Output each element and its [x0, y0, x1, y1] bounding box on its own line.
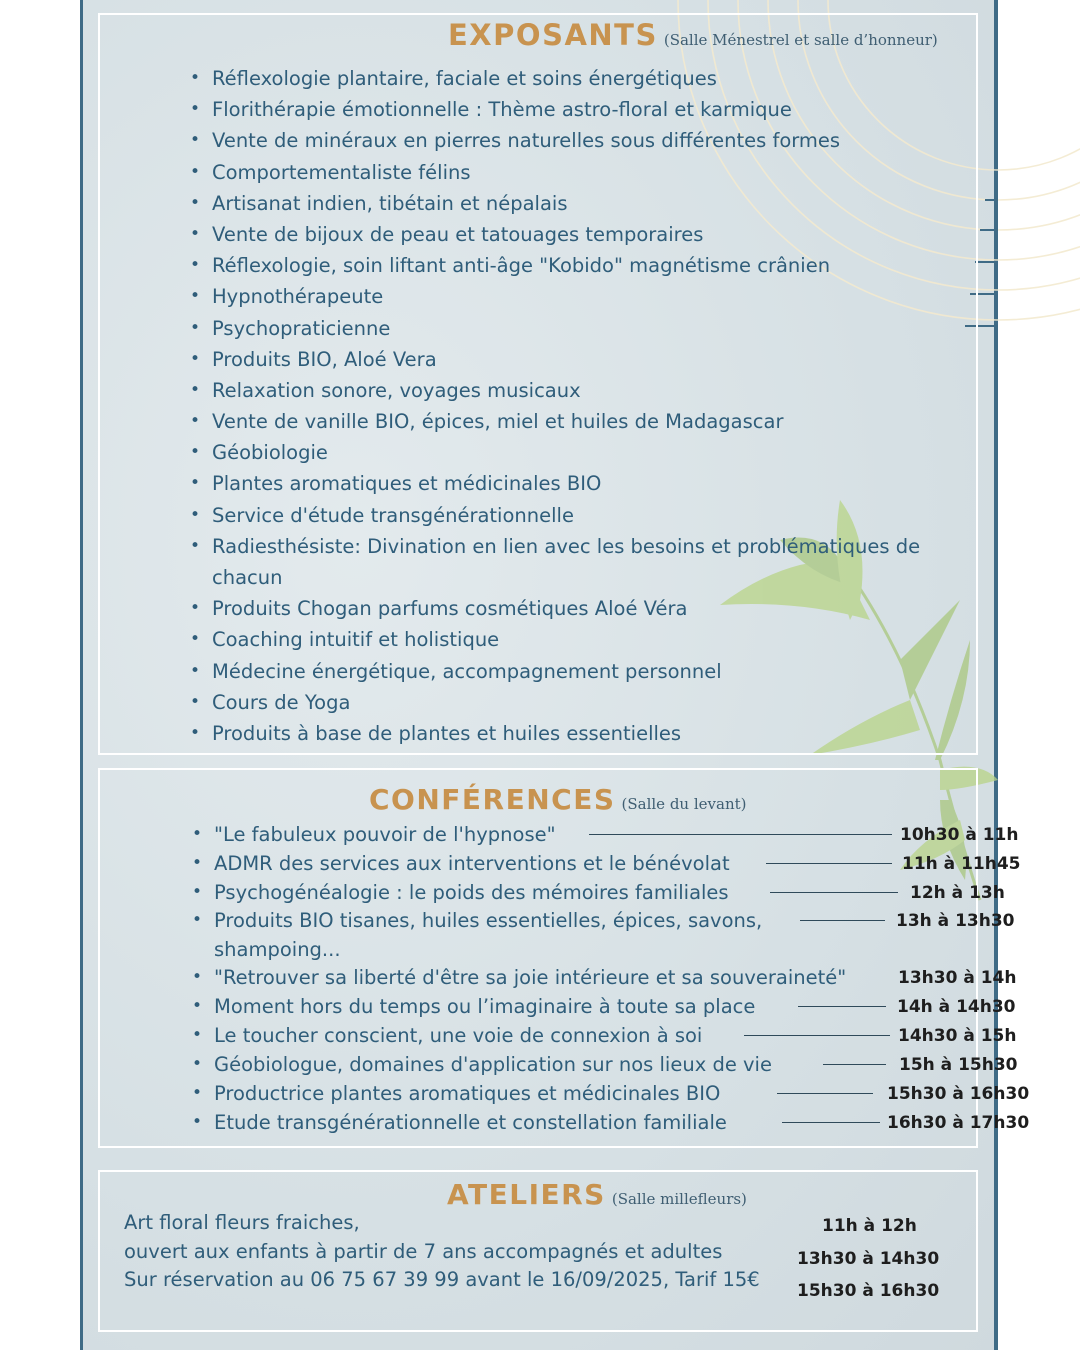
list-item: • Hypnothérapeute	[190, 281, 972, 312]
conference-time: 10h30 à 11h	[900, 825, 1019, 845]
conference-time: 14h à 14h30	[897, 997, 1016, 1017]
bullet: •	[192, 853, 203, 873]
conference-row	[192, 849, 1022, 878]
bullet: •	[192, 967, 203, 987]
atelier-time: 15h30 à 16h30	[797, 1281, 940, 1301]
program-card	[80, 0, 1030, 1350]
bullet: •	[192, 910, 203, 930]
leader-line	[766, 863, 892, 864]
list-item: • Cours de Yoga	[190, 687, 972, 718]
list-item: • Comportementaliste félins	[190, 157, 972, 188]
bullet: •	[192, 996, 203, 1016]
atelier-line: ouvert aux enfants à partir de 7 ans accompagnés et adultes	[124, 1240, 723, 1263]
conference-row	[192, 820, 1022, 849]
exposants-location: (Salle Ménestrel et salle d’honneur)	[663, 31, 938, 49]
bullet: •	[192, 882, 203, 902]
conference-title: "Retrouver sa liberté d'être sa joie intérieure et sa souveraineté"	[214, 966, 847, 989]
conference-time: 15h30 à 16h30	[887, 1084, 1030, 1104]
atelier-line: Sur réservation au 06 75 67 39 99 avant le 16/09/2025, Tarif 15€	[124, 1268, 760, 1291]
bullet: •	[192, 1054, 203, 1074]
conference-row	[192, 1021, 1022, 1050]
bullet: •	[192, 1112, 203, 1132]
exposants-heading	[448, 18, 938, 52]
conference-row	[192, 906, 1022, 964]
conference-title: Productrice plantes aromatiques et médicinales BIO	[214, 1082, 721, 1105]
bullet: •	[192, 824, 203, 844]
list-item: • Vente de vanille BIO, épices, miel et huiles de Madagascar	[190, 406, 972, 437]
ateliers-title: ATELIERS	[447, 1178, 606, 1211]
conference-row	[192, 878, 1022, 907]
conference-title: Produits BIO tisanes, huiles essentielles, épices, savons,	[214, 909, 763, 932]
leader-line	[770, 892, 898, 893]
conference-title: ADMR des services aux interventions et le bénévolat	[214, 852, 730, 875]
conference-row	[192, 1079, 1030, 1108]
conference-row	[192, 1108, 1030, 1137]
exposants-list	[212, 63, 972, 749]
ateliers-heading	[447, 1178, 747, 1211]
conference-row	[192, 992, 1022, 1021]
list-item: • Médecine énergétique, accompagnement personnel	[190, 656, 972, 687]
conference-title: Le toucher conscient, une voie de connexion à soi	[214, 1024, 703, 1047]
list-item: • Coaching intuitif et holistique	[190, 624, 972, 655]
list-item: • Produits à base de plantes et huiles essentielles	[190, 718, 972, 749]
list-item: • Géobiologie	[190, 437, 972, 468]
list-item: • Produits BIO, Aloé Vera	[190, 344, 972, 375]
list-item: • Relaxation sonore, voyages musicaux	[190, 375, 972, 406]
conference-title: Géobiologue, domaines d'application sur nos lieux de vie	[214, 1053, 772, 1076]
conference-title: Etude transgénérationnelle et constellation familiale	[214, 1111, 727, 1134]
leader-line	[800, 920, 885, 921]
conference-time: 13h30 à 14h	[898, 968, 1017, 988]
conference-title-continued: shampoing...	[214, 938, 341, 961]
ateliers-location: (Salle millefleurs)	[611, 1190, 747, 1208]
conferences-heading	[369, 783, 747, 816]
conference-time: 15h à 15h30	[899, 1055, 1018, 1075]
list-item: • Produits Chogan parfums cosmétiques Aloé Véra	[190, 593, 972, 624]
list-item: • Réflexologie, soin liftant anti-âge "Kobido" magnétisme crânien	[190, 250, 972, 281]
leader-line	[777, 1093, 873, 1094]
list-item: • Florithérapie émotionnelle : Thème astro-floral et karmique	[190, 94, 972, 125]
conference-time: 11h à 11h45	[902, 854, 1021, 874]
conference-title: Psychogénéalogie : le poids des mémoires familiales	[214, 881, 729, 904]
list-item: • Réflexologie plantaire, faciale et soins énergétiques	[190, 63, 972, 94]
conference-time: 12h à 13h	[910, 883, 1005, 903]
atelier-time: 13h30 à 14h30	[797, 1249, 940, 1269]
leader-line	[823, 1064, 886, 1065]
list-item: • Vente de minéraux en pierres naturelles sous différentes formes	[190, 125, 972, 156]
conferences-title: CONFÉRENCES	[369, 783, 616, 816]
atelier-time: 11h à 12h	[822, 1216, 917, 1236]
conference-row	[192, 1050, 1022, 1079]
conference-row	[192, 963, 1022, 992]
leader-line	[744, 1035, 890, 1036]
list-item: • Vente de bijoux de peau et tatouages temporaires	[190, 219, 972, 250]
list-item: • Service d'étude transgénérationnelle	[190, 500, 972, 531]
bullet: •	[192, 1083, 203, 1103]
leader-line	[798, 1006, 886, 1007]
conference-time: 13h à 13h30	[896, 911, 1015, 931]
conferences-location: (Salle du levant)	[621, 795, 747, 813]
leader-line	[589, 834, 892, 835]
atelier-line: Art floral fleurs fraiches,	[124, 1211, 360, 1234]
conference-title: Moment hors du temps ou l’imaginaire à toute sa place	[214, 995, 756, 1018]
conference-time: 14h30 à 15h	[898, 1026, 1017, 1046]
list-item: • Plantes aromatiques et médicinales BIO	[190, 468, 972, 499]
leader-line	[782, 1122, 880, 1123]
exposants-title: EXPOSANTS	[448, 18, 658, 52]
conference-title: "Le fabuleux pouvoir de l'hypnose"	[214, 823, 556, 846]
list-item: • Artisanat indien, tibétain et népalais	[190, 188, 972, 219]
list-item: • Psychopraticienne	[190, 313, 972, 344]
conference-time: 16h30 à 17h30	[887, 1113, 1030, 1133]
bullet: •	[192, 1025, 203, 1045]
list-item: • Radiesthésiste: Divination en lien avec les besoins et problématiques de chacun	[190, 531, 972, 593]
